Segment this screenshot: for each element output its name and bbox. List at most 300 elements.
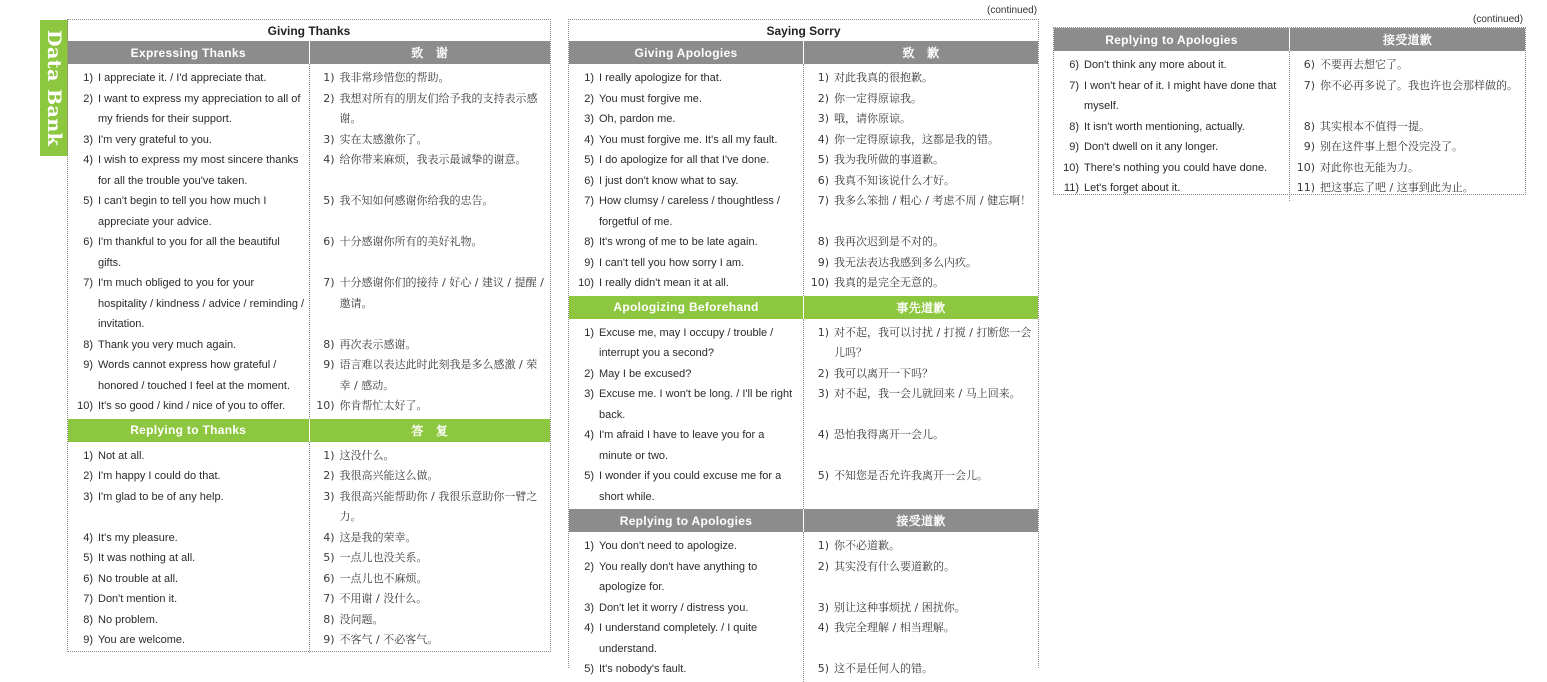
- phrase-number: 1): [817, 325, 829, 339]
- phrase-row: [804, 425, 1038, 466]
- phrase-number: 6): [83, 572, 93, 585]
- phrase-text: It was nothing at all.: [98, 552, 196, 564]
- replying-apologies-continued-en-heading: Replying to Apologies: [1054, 28, 1289, 51]
- phrase-row: [569, 232, 803, 253]
- phrase-row: [310, 446, 551, 467]
- phrase-row: [310, 528, 551, 549]
- phrase-number: 3): [584, 388, 594, 400]
- phrase-row: [68, 528, 309, 549]
- replying-apologies-en-column: [569, 532, 803, 682]
- phrase-number: 9): [1303, 140, 1315, 153]
- phrase-number: 10): [578, 277, 594, 289]
- replying-apologies-continued-rows: [1054, 51, 1525, 201]
- phrase-number: 3): [817, 600, 829, 614]
- phrase-text: 我完全理解 / 相当理解。: [834, 621, 955, 634]
- phrase-row: [569, 253, 803, 274]
- phrase-row: [1054, 158, 1289, 179]
- apologizing-beforehand-en-column: [569, 319, 803, 510]
- phrase-row: [68, 89, 309, 130]
- giving-apologies-header: [569, 41, 1038, 64]
- phrase-row: [804, 130, 1038, 151]
- phrase-number: 4): [584, 429, 594, 441]
- phrase-row: [804, 384, 1038, 425]
- phrase-number: 6): [1069, 59, 1079, 71]
- phrase-number: 5): [584, 154, 594, 166]
- phrase-text: 我为我所做的事道歉。: [834, 153, 944, 166]
- saying-sorry-title: Saying Sorry: [766, 23, 841, 38]
- phrase-text: I'm happy I could do that.: [98, 470, 221, 482]
- phrase-row: [310, 630, 551, 651]
- phrase-number: 1): [323, 71, 335, 84]
- phrase-row: [569, 659, 803, 680]
- phrase-number: 7): [83, 277, 93, 289]
- phrase-number: 8): [817, 235, 829, 248]
- phrase-text: 对不起，我一会儿就回来 / 马上回来。: [834, 387, 1021, 400]
- phrase-text: I'm very grateful to you.: [98, 133, 212, 146]
- phrase-row: [804, 598, 1038, 619]
- phrase-text: I can't tell you how sorry I am.: [599, 256, 745, 269]
- phrase-number: 11): [1063, 182, 1079, 194]
- phrase-text: 一点儿也不麻烦。: [339, 571, 428, 585]
- phrase-text: Not at all.: [98, 449, 145, 462]
- phrase-number: 7): [817, 194, 829, 207]
- saying-sorry-panel: [568, 19, 1039, 675]
- phrase-number: 5): [817, 153, 829, 166]
- phrase-number: 5): [83, 195, 93, 207]
- phrase-number: 5): [817, 469, 829, 482]
- phrase-number: 7): [323, 276, 335, 289]
- phrase-row: [569, 557, 803, 598]
- phrase-number: 1): [584, 540, 594, 552]
- phrase-row: [310, 466, 551, 487]
- phrase-row: [310, 273, 551, 335]
- phrase-row: [68, 589, 309, 610]
- phrase-number: 6): [584, 174, 594, 187]
- phrase-number: 5): [584, 470, 594, 482]
- phrase-number: 4): [83, 531, 93, 544]
- phrase-text: I just don't know what to say.: [599, 174, 739, 187]
- phrase-row: [569, 191, 803, 232]
- phrase-number: 5): [817, 662, 829, 675]
- phrase-row: [804, 150, 1038, 171]
- giving-apologies-en-heading: Giving Apologies: [569, 41, 803, 64]
- phrase-text: I appreciate it. / I'd appreciate that.: [98, 72, 267, 84]
- phrase-row: [310, 335, 551, 356]
- replying-apologies-continued-en-column: [1054, 51, 1289, 201]
- phrase-row: [569, 323, 803, 364]
- phrase-text: 你肯帮忙太好了。: [339, 399, 428, 412]
- phrase-row: [569, 171, 803, 192]
- phrase-text: 我无法表达我感到多么内疚。: [834, 255, 977, 269]
- replying-apologies-continued-panel: [1053, 27, 1526, 195]
- phrase-number: 2): [584, 367, 594, 380]
- phrase-row: [569, 89, 803, 110]
- phrase-text: 不用谢 / 没什么。: [339, 592, 428, 605]
- replying-thanks-zh-heading: 答 复: [309, 419, 551, 442]
- phrase-number: 4): [817, 428, 829, 441]
- phrase-text: It's so good / kind / nice of you to offer.: [98, 400, 286, 412]
- phrase-number: 10): [77, 400, 93, 412]
- phrase-row: [68, 466, 309, 487]
- phrase-number: 1): [83, 449, 93, 462]
- phrase-number: 8): [323, 612, 335, 626]
- phrase-text: It's my pleasure.: [98, 531, 178, 544]
- phrase-text: You must forgive me.: [599, 92, 702, 105]
- phrase-text: 一点儿也没关系。: [339, 551, 428, 564]
- giving-thanks-title: Giving Thanks: [267, 23, 351, 38]
- replying-thanks-en-heading: Replying to Thanks: [68, 419, 309, 442]
- phrase-row: [569, 109, 803, 130]
- phrase-row: [804, 68, 1038, 89]
- phrase-number: 7): [83, 593, 93, 605]
- phrase-number: 9): [323, 633, 335, 646]
- phrase-number: 8): [83, 338, 93, 351]
- replying-thanks-zh-column: [309, 442, 551, 653]
- phrase-number: 4): [817, 132, 829, 146]
- replying-apologies-en-heading: Replying to Apologies: [569, 509, 803, 532]
- phrase-text: 实在太感激你了。: [339, 132, 428, 146]
- phrase-row: [68, 630, 309, 651]
- phrase-text: I do apologize for all that I've done.: [599, 154, 770, 166]
- phrase-number: 8): [584, 236, 594, 248]
- phrase-number: 1): [817, 539, 829, 552]
- phrase-row: [804, 618, 1038, 659]
- phrase-number: 7): [323, 592, 335, 605]
- phrase-text: Thank you very much again.: [98, 338, 237, 351]
- phrase-row: [68, 355, 309, 396]
- phrase-number: 10): [1063, 161, 1079, 174]
- phrase-text: 这是我的荣幸。: [339, 530, 417, 544]
- phrase-text: 不客气 / 不必客气。: [339, 633, 439, 646]
- phrase-text: Don't dwell on it any longer.: [1084, 141, 1219, 153]
- phrase-number: 7): [584, 195, 594, 207]
- phrase-row: [68, 68, 309, 89]
- giving-thanks-panel: [67, 19, 551, 652]
- phrase-number: 4): [323, 530, 335, 544]
- phrase-row: [310, 569, 551, 590]
- phrase-text: I really didn't mean it at all.: [599, 277, 729, 289]
- phrase-row: [68, 130, 309, 151]
- phrase-text: I wish to express my most sincere thanks for all the trouble you've taken.: [98, 154, 299, 187]
- phrase-text: There's nothing you could have done.: [1084, 161, 1268, 174]
- phrase-number: 1): [817, 71, 829, 84]
- phrase-text: 我再次迟到是不对的。: [834, 235, 944, 248]
- phrase-row: [1054, 117, 1289, 138]
- phrase-text: Don't let it worry / distress you.: [599, 601, 749, 614]
- phrase-text: I really apologize for that.: [599, 72, 722, 84]
- phrase-text: Words cannot express how grateful / honored / touched I feel at the moment.: [98, 359, 291, 392]
- phrase-number: 6): [83, 236, 93, 248]
- phrase-text: You are welcome.: [98, 634, 186, 646]
- phrase-number: 6): [817, 173, 829, 187]
- phrase-row: [68, 396, 309, 417]
- phrase-row: [1290, 137, 1525, 158]
- phrase-number: 9): [817, 255, 829, 269]
- phrase-number: 2): [584, 560, 594, 573]
- phrase-text: I'm glad to be of any help.: [98, 490, 224, 503]
- phrase-row: [804, 557, 1038, 598]
- phrase-text: 我很高兴能帮助你 / 我很乐意助你一臂之力。: [339, 489, 538, 523]
- phrase-text: Excuse me. I won't be long. / I'll be right back.: [599, 388, 793, 421]
- phrase-row: [310, 396, 551, 417]
- phrase-text: 对此你也无能为力。: [1320, 160, 1419, 174]
- phrase-number: 4): [817, 621, 829, 634]
- phrase-text: 这没什么。: [339, 448, 395, 462]
- phrase-row: [804, 466, 1038, 507]
- phrase-row: [310, 589, 551, 610]
- phrase-text: 十分感谢你们的接待 / 好心 / 建议 / 提醒 / 邀请。: [339, 276, 544, 310]
- phrase-text: You must forgive me. It's all my fault.: [599, 133, 778, 146]
- phrase-text: 你不必道歉。: [834, 539, 900, 552]
- phrase-text: How clumsy / careless / thoughtless / forgetful of me.: [599, 195, 780, 228]
- phrase-text: I can't begin to tell you how much I appreciate your advice.: [98, 195, 267, 228]
- phrase-text: Don't think any more about it.: [1084, 59, 1227, 71]
- phrase-text: I won't hear of it. I might have done that myself.: [1084, 79, 1277, 112]
- phrase-number: 6): [323, 235, 335, 248]
- phrase-row: [804, 659, 1038, 680]
- phrase-number: 3): [584, 113, 594, 125]
- phrase-row: [804, 232, 1038, 253]
- replying-apologies-continued-header: [1054, 28, 1525, 51]
- phrase-number: 3): [323, 489, 335, 503]
- phrase-row: [1290, 158, 1525, 179]
- phrase-text: 不要再去想它了。: [1320, 58, 1408, 71]
- phrase-text: You really don't have anything to apologize for.: [599, 560, 758, 593]
- phrase-text: 再次表示感谢。: [339, 337, 417, 351]
- phrase-row: [569, 598, 803, 619]
- phrase-number: 8): [1069, 120, 1079, 133]
- phrase-row: [310, 355, 551, 396]
- phrase-row: [1290, 178, 1525, 199]
- phrase-row: [804, 323, 1038, 364]
- data-bank-tab: [40, 20, 68, 156]
- giving-apologies-rows: [569, 64, 1038, 296]
- phrase-text: No problem.: [98, 613, 158, 626]
- phrase-number: 1): [83, 72, 93, 84]
- phrase-row: [310, 610, 551, 631]
- replying-thanks-en-column: [68, 442, 309, 653]
- phrase-text: I'm afraid I have to leave you for a minute or two.: [599, 429, 765, 462]
- phrase-number: 2): [83, 470, 93, 482]
- phrase-row: [1054, 55, 1289, 76]
- phrase-text: 恐怕我得离开一会儿。: [834, 428, 944, 441]
- phrase-number: 7): [1303, 78, 1315, 92]
- replying-apologies-rows: [569, 532, 1038, 682]
- replying-apologies-header: [569, 509, 1038, 532]
- apologizing-beforehand-en-heading: Apologizing Beforehand: [569, 296, 803, 319]
- phrase-text: Let's forget about it.: [1084, 182, 1181, 194]
- phrase-text: 别让这种事烦扰 / 困扰你。: [834, 600, 966, 614]
- phrase-text: 没问题。: [339, 612, 384, 626]
- phrase-text: 别在这件事上想个没完没了。: [1320, 140, 1463, 153]
- phrase-number: 11): [1296, 181, 1315, 194]
- phrase-row: [804, 89, 1038, 110]
- phrase-row: [804, 273, 1038, 294]
- phrase-text: 对此我真的很抱歉。: [834, 71, 933, 84]
- phrase-text: May I be excused?: [599, 367, 692, 380]
- phrase-row: [569, 68, 803, 89]
- phrase-row: [310, 232, 551, 273]
- phrase-number: 6): [323, 571, 335, 585]
- giving-apologies-zh-column: [803, 64, 1038, 296]
- phrase-row: [68, 569, 309, 590]
- phrase-number: 6): [1303, 58, 1315, 71]
- phrase-row: [569, 364, 803, 385]
- phrase-row: [569, 273, 803, 294]
- phrase-number: 1): [323, 448, 335, 462]
- expressing-thanks-en-column: [68, 64, 309, 419]
- phrase-row: [68, 335, 309, 356]
- phrase-number: 4): [584, 622, 594, 634]
- replying-apologies-zh-column: [803, 532, 1038, 682]
- phrase-row: [1054, 76, 1289, 117]
- phrase-number: 5): [323, 551, 335, 564]
- phrase-number: 3): [83, 490, 93, 503]
- phrase-number: 7): [1069, 79, 1079, 92]
- phrase-text: I wonder if you could excuse me for a short while.: [599, 470, 782, 503]
- phrase-text: 这不是任何人的错。: [834, 662, 933, 675]
- phrase-number: 8): [1303, 119, 1315, 133]
- phrase-text: Excuse me, may I occupy / trouble / interrupt you a second?: [599, 326, 774, 359]
- phrase-text: 不知您是否允许我离开一会儿。: [834, 469, 988, 482]
- phrase-text: 我非常珍惜您的帮助。: [339, 71, 450, 84]
- phrase-row: [310, 130, 551, 151]
- phrase-number: 2): [323, 469, 335, 482]
- phrase-text: 给你带来麻烦，我表示最诚挚的谢意。: [339, 153, 527, 166]
- phrase-number: 8): [323, 337, 335, 351]
- data-bank-label: Data Bank: [43, 29, 65, 147]
- phrase-row: [68, 487, 309, 528]
- phrase-number: 3): [323, 132, 335, 146]
- replying-apologies-continued-zh-column: [1289, 51, 1525, 201]
- phrase-text: It isn't worth mentioning, actually.: [1084, 120, 1245, 133]
- phrase-text: I'm much obliged to you for your hospitality / kindness / advice / reminding / invitation.: [98, 277, 305, 330]
- phrase-text: 你不必再多说了。我也许也会那样做的。: [1320, 78, 1518, 92]
- continued-note-right: (continued): [1473, 14, 1524, 25]
- phrase-row: [569, 130, 803, 151]
- phrase-number: 3): [817, 387, 829, 400]
- phrase-text: 我不知如何感谢你给我的忠告。: [339, 194, 494, 207]
- phrase-row: [804, 171, 1038, 192]
- replying-apologies-continued-zh-heading: 接受道歉: [1289, 28, 1525, 51]
- phrase-row: [569, 618, 803, 659]
- phrase-number: 3): [584, 601, 594, 614]
- phrase-text: 我想对所有的朋友们给予我的支持表示感谢。: [339, 91, 538, 125]
- phrase-text: 我多么笨拙 / 粗心 / 考虑不周 / 健忘啊！: [834, 194, 1032, 207]
- replying-thanks-header: [68, 419, 550, 442]
- phrase-row: [569, 150, 803, 171]
- phrase-row: [569, 425, 803, 466]
- phrase-row: [68, 191, 309, 232]
- phrase-number: 10): [316, 399, 335, 412]
- phrase-text: 我可以离开一下吗？: [834, 366, 933, 380]
- phrase-number: 9): [83, 359, 93, 371]
- phrase-row: [310, 68, 551, 89]
- replying-apologies-zh-heading: 接受道歉: [803, 509, 1038, 532]
- replying-thanks-rows: [68, 442, 550, 653]
- phrase-text: 你一定得原谅我。: [834, 91, 922, 105]
- phrase-text: No trouble at all.: [98, 572, 179, 585]
- continued-note-middle: (continued): [987, 5, 1038, 16]
- phrase-text: 其实根本不值得一提。: [1320, 119, 1430, 133]
- phrase-text: I'm thankful to you for all the beautiful gifts.: [98, 236, 280, 269]
- phrase-row: [1054, 178, 1289, 199]
- phrase-row: [68, 446, 309, 467]
- phrase-row: [804, 364, 1038, 385]
- giving-apologies-en-column: [569, 64, 803, 296]
- phrase-number: 2): [817, 91, 829, 105]
- phrase-row: [68, 548, 309, 569]
- phrase-number: 9): [83, 634, 93, 646]
- phrase-number: 4): [323, 153, 335, 166]
- giving-apologies-zh-heading: 致 歉: [803, 41, 1038, 64]
- phrase-number: 1): [584, 326, 594, 339]
- phrase-text: I understand completely. / I quite understand.: [599, 622, 758, 655]
- phrase-row: [68, 232, 309, 273]
- phrase-number: 2): [584, 92, 594, 105]
- phrase-text: 语言难以表达此时此刻我是多么感激 / 荣幸 / 感动。: [339, 358, 538, 392]
- phrase-row: [1290, 76, 1525, 117]
- phrase-row: [310, 548, 551, 569]
- phrase-text: 你一定得原谅我，这都是我的错。: [834, 132, 999, 146]
- phrase-number: 3): [83, 133, 93, 146]
- phrase-number: 10): [1296, 160, 1315, 174]
- expressing-thanks-zh-column: [309, 64, 551, 419]
- apologizing-beforehand-rows: [569, 319, 1038, 510]
- phrase-row: [569, 466, 803, 507]
- phrase-row: [68, 150, 309, 191]
- phrase-text: 把这事忘了吧 / 这事到此为止。: [1320, 181, 1474, 194]
- phrase-text: It's nobody's fault.: [599, 663, 687, 675]
- expressing-thanks-en-heading: Expressing Thanks: [68, 41, 309, 64]
- apologizing-beforehand-header: [569, 296, 1038, 319]
- phrase-text: 哦，请你原谅。: [834, 112, 911, 125]
- phrase-text: I want to express my appreciation to all of my friends for their support.: [98, 92, 301, 125]
- phrase-row: [804, 253, 1038, 274]
- phrase-text: 我真不知该说什么才好。: [834, 173, 955, 187]
- phrase-row: [68, 610, 309, 631]
- phrase-row: [569, 536, 803, 557]
- phrase-row: [569, 384, 803, 425]
- phrase-text: Don't mention it.: [98, 593, 178, 605]
- phrase-number: 4): [83, 154, 93, 166]
- expressing-thanks-zh-heading: 致 谢: [309, 41, 551, 64]
- phrase-row: [310, 89, 551, 130]
- phrase-number: 9): [323, 358, 335, 371]
- phrase-number: 9): [584, 256, 594, 269]
- phrase-row: [1054, 137, 1289, 158]
- phrase-text: 我真的是完全无意的。: [834, 276, 944, 289]
- phrase-row: [310, 150, 551, 191]
- phrase-text: 其实没有什么要道歉的。: [834, 559, 955, 573]
- phrase-text: It's wrong of me to be late again.: [599, 236, 758, 248]
- phrase-text: 我很高兴能这么做。: [339, 469, 439, 482]
- phrase-number: 2): [817, 366, 829, 380]
- phrase-row: [310, 487, 551, 528]
- phrase-number: 4): [584, 133, 594, 146]
- phrase-number: 2): [323, 91, 335, 105]
- phrase-number: 9): [1069, 141, 1079, 153]
- phrase-number: 5): [83, 552, 93, 564]
- phrase-row: [310, 191, 551, 232]
- apologizing-beforehand-zh-column: [803, 319, 1038, 510]
- phrase-number: 3): [817, 112, 829, 125]
- phrase-number: 2): [817, 559, 829, 573]
- phrase-number: 5): [323, 194, 335, 207]
- phrase-number: 10): [810, 276, 829, 289]
- phrase-text: 对不起，我可以讨扰 / 打搅 / 打断您一会儿吗？: [834, 325, 1032, 359]
- phrase-number: 2): [83, 92, 93, 105]
